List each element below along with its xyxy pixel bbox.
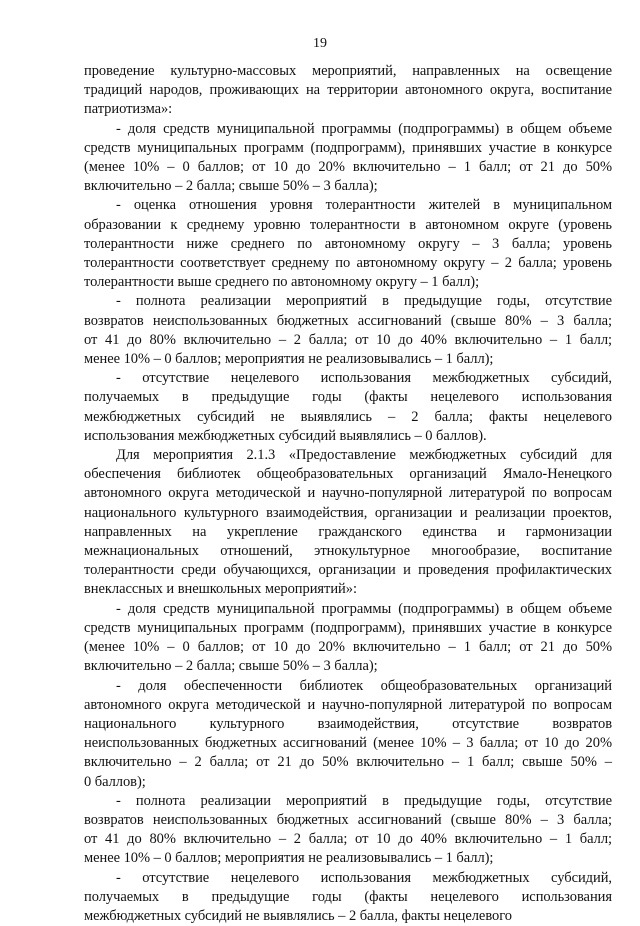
text-line: получаемых в предыдущие годы (факты нецелевого использования	[84, 888, 612, 905]
text-line: толерантности среди обучающихся, организации и проведения профилактических	[84, 562, 612, 579]
text-line: 0 баллов);	[84, 773, 146, 790]
paragraph	[84, 62, 612, 120]
paragraph	[84, 792, 612, 869]
text-line: национального культурного взаимодействия, организации и реализации проектов,	[84, 504, 612, 521]
text-line: получаемых в предыдущие годы (факты нецелевого использования	[84, 389, 612, 406]
text-line: включительно – 2 балла; свыше 50% – 3 балла);	[84, 178, 378, 195]
paragraph	[84, 292, 612, 369]
text-line: толерантности ниже среднего по автономному округу – 3 балла; уровень	[84, 235, 612, 252]
text-line: автономного округа методической и научно-популярной литературой по вопросам	[84, 696, 612, 713]
text-line: средств муниципальных программ (подпрограмм), принявших участие в конкурсе	[84, 619, 612, 636]
text-line: обеспечения библиотек общеобразовательных организаций Ямало-Ненецкого	[84, 466, 612, 483]
text-line: от 41 до 80% включительно – 2 балла; от 10 до 40% включительно – 1 балл;	[84, 331, 612, 348]
text-line: неиспользованных бюджетных ассигнований (менее 10% – 3 балла; от 10 до 20%	[84, 735, 612, 752]
text-line: - доля средств муниципальной программы (подпрограммы) в общем объеме	[116, 120, 612, 137]
text-line: - полнота реализации мероприятий в предыдущие годы, отсутствие	[116, 792, 612, 809]
text-line: - доля средств муниципальной программы (подпрограммы) в общем объеме	[116, 600, 612, 617]
text-line: - доля обеспеченности библиотек общеобразовательных организаций	[116, 677, 612, 694]
text-line: межбюджетных субсидий не выявлялись – 2 балла, факты нецелевого	[84, 907, 512, 924]
text-line: - полнота реализации мероприятий в предыдущие годы, отсутствие	[116, 293, 612, 310]
text-line: (менее 10% – 0 баллов; от 10 до 20% включительно – 1 балл; от 21 до 50%	[84, 159, 612, 176]
paragraph	[84, 196, 612, 292]
text-line: менее 10% – 0 баллов; мероприятия не реализовывались – 1 балл);	[84, 351, 494, 368]
text-line: возвратов неиспользованных бюджетных ассигнований (свыше 80% – 3 балла;	[84, 312, 612, 329]
paragraph	[84, 369, 612, 446]
text-line: образовании к среднему уровню толерантности в автономном округе (уровень	[84, 216, 612, 233]
paragraph	[84, 446, 612, 600]
paragraph	[84, 600, 612, 677]
text-line: проведение культурно-массовых мероприятий, направленных на освещение	[84, 63, 612, 79]
text-line: средств муниципальных программ (подпрограмм), принявших участие в конкурсе	[84, 139, 612, 156]
document-body	[84, 62, 612, 926]
paragraph	[84, 120, 612, 197]
text-line: межнациональных отношений, этнокультурное многообразие, воспитание	[84, 543, 612, 560]
text-line: патриотизма»:	[84, 101, 173, 118]
text-line: толерантности выше среднего по автономному округу – 1 балл);	[84, 274, 480, 291]
page-number: 19	[313, 36, 327, 51]
text-line: включительно – 2 балла; свыше 50% – 3 балла);	[84, 658, 378, 675]
text-line: - отсутствие нецелевого использования межбюджетных субсидий,	[116, 370, 612, 387]
text-line: включительно – 2 балла; от 21 до 50% включительно – 1 балл; свыше 50% –	[84, 754, 612, 771]
text-line: внеклассных и внешкольных мероприятий»:	[84, 581, 357, 598]
text-line: возвратов неиспользованных бюджетных ассигнований (свыше 80% – 3 балла;	[84, 811, 612, 828]
text-line: использования межбюджетных субсидий выявлялись – 0 баллов).	[84, 427, 487, 444]
text-line: межбюджетных субсидий не выявлялись – 2 балла; факты нецелевого	[84, 408, 612, 425]
text-line: Для мероприятия 2.1.3 «Предоставление межбюджетных субсидий для	[116, 447, 612, 464]
text-line: - отсутствие нецелевого использования межбюджетных субсидий,	[116, 869, 612, 886]
text-line: направленных на укрепление гражданского единства и гармонизации	[84, 523, 612, 540]
text-line: от 41 до 80% включительно – 2 балла; от 10 до 40% включительно – 1 балл;	[84, 831, 612, 848]
text-line: традиций народов, проживающих на территории автономного округа, воспитание	[84, 82, 612, 99]
text-line: - оценка отношения уровня толерантности жителей в муниципальном	[116, 197, 612, 214]
text-line: менее 10% – 0 баллов; мероприятия не реализовывались – 1 балл);	[84, 850, 494, 867]
text-line: автономного округа методической и научно-популярной литературой по вопросам	[84, 485, 612, 502]
paragraph	[84, 677, 612, 792]
text-line: толерантности соответствует среднему по автономному округу – 2 балла; уровень	[84, 255, 612, 272]
text-line: национального культурного взаимодействия, отсутствие возвратов	[84, 715, 612, 732]
text-line: (менее 10% – 0 баллов; от 10 до 20% включительно – 1 балл; от 21 до 50%	[84, 639, 612, 656]
paragraph	[84, 869, 612, 926]
